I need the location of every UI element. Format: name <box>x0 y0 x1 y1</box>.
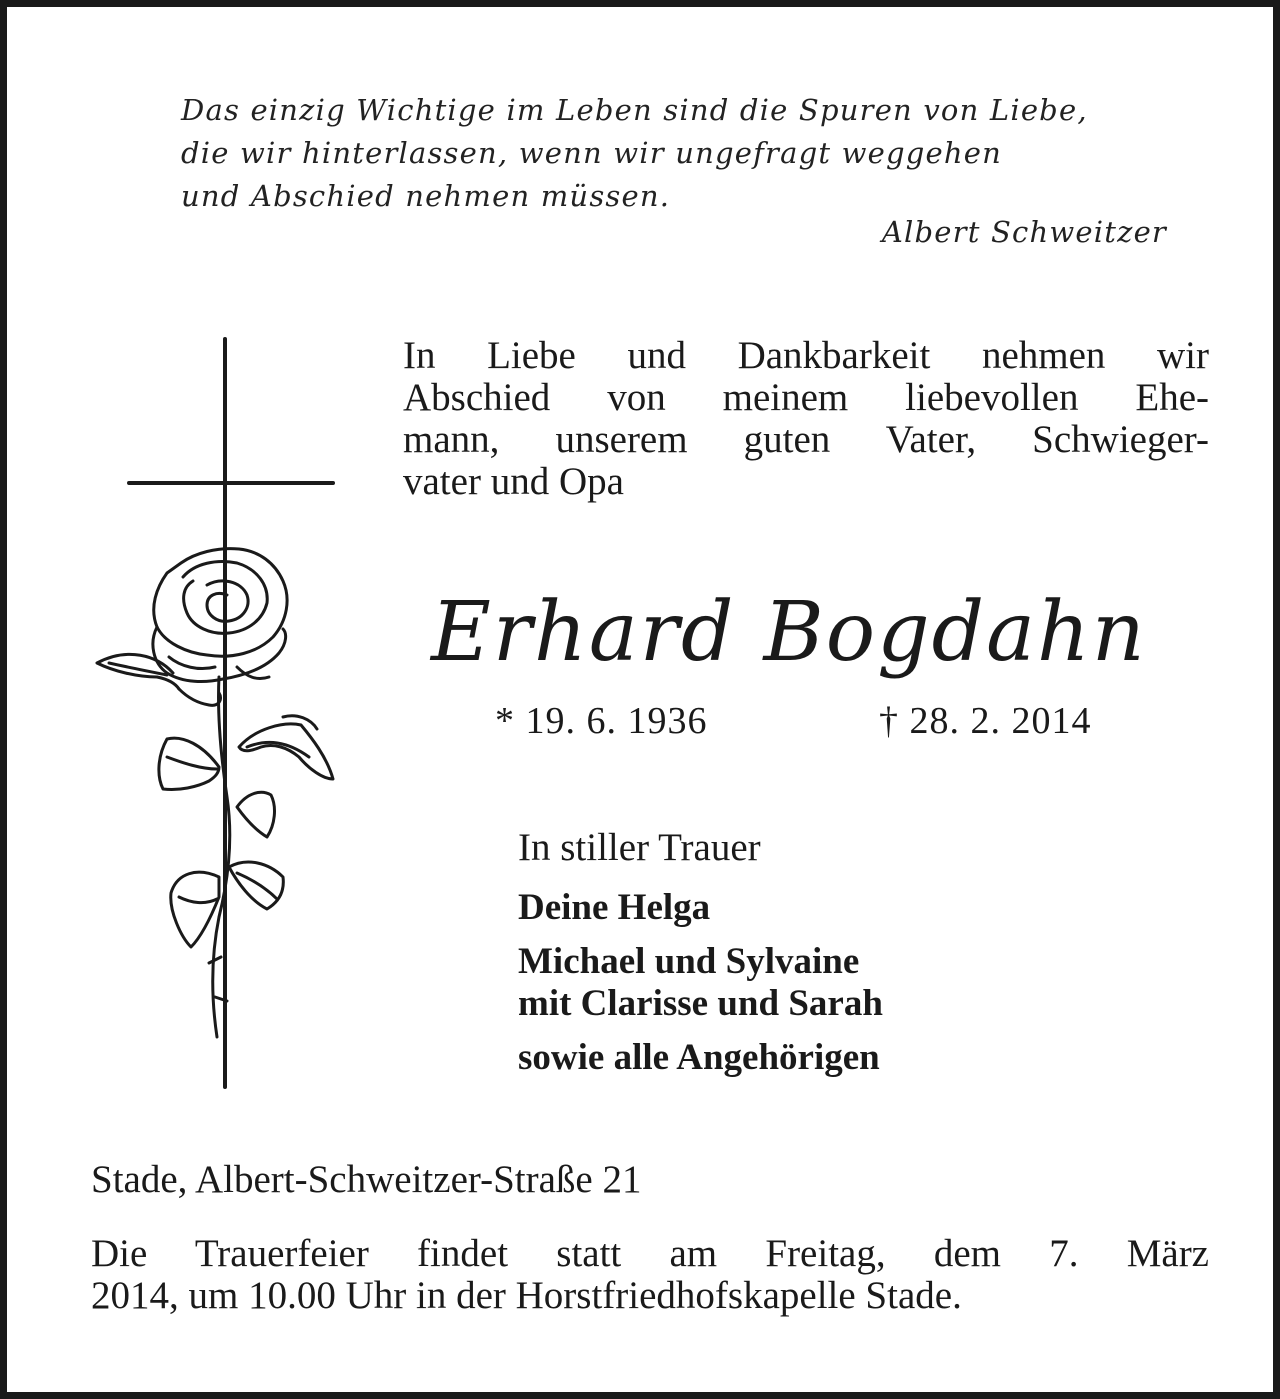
mourner-list <box>518 887 883 1091</box>
intro-line: mann, unserem guten Vater, Schwieger- <box>403 418 1209 461</box>
mourner-line: Michael und Sylvaine <box>518 941 860 982</box>
mourner-line: mit Clarisse und Sarah <box>518 983 883 1024</box>
motto-author: Albert Schweitzer <box>881 215 1167 249</box>
mourner-group <box>518 941 883 1025</box>
address: Stade, Albert-Schweitzer-Straße 21 <box>91 1158 642 1201</box>
mourner-line: sowie alle Angehörigen <box>518 1037 880 1078</box>
deceased-name: Erhard Bogdahn <box>431 585 1147 680</box>
motto-line: die wir hinterlassen, wenn wir ungefragt weggehen <box>181 136 1003 170</box>
motto-line: und Abschied nehmen müssen. <box>181 179 671 213</box>
death-date: † 28. 2. 2014 <box>879 700 1092 742</box>
funeral-line: 2014, um 10.00 Uhr in der Horstfriedhofskapelle Stade. <box>91 1274 962 1317</box>
funeral-line: Die Trauerfeier findet statt am Freitag, dem 7. März <box>91 1232 1209 1275</box>
intro-line: In Liebe und Dankbarkeit nehmen wir <box>403 334 1209 377</box>
intro-line: vater und Opa <box>403 460 624 503</box>
mourning-intro: In stiller Trauer <box>518 826 761 869</box>
intro-line: Abschied von meinem liebevollen Ehe- <box>403 376 1209 419</box>
birth-date: * 19. 6. 1936 <box>495 700 708 742</box>
funeral-info <box>91 1233 1209 1317</box>
motto-quote <box>181 89 1171 218</box>
intro-text <box>403 335 1209 503</box>
mourner-group <box>518 1037 883 1079</box>
motto-line: Das einzig Wichtige im Leben sind die Spuren von Liebe, <box>181 93 1088 127</box>
mourner-group <box>518 887 883 929</box>
cross-with-rose-icon <box>87 337 357 1097</box>
mourner-line: Deine Helga <box>518 887 711 928</box>
